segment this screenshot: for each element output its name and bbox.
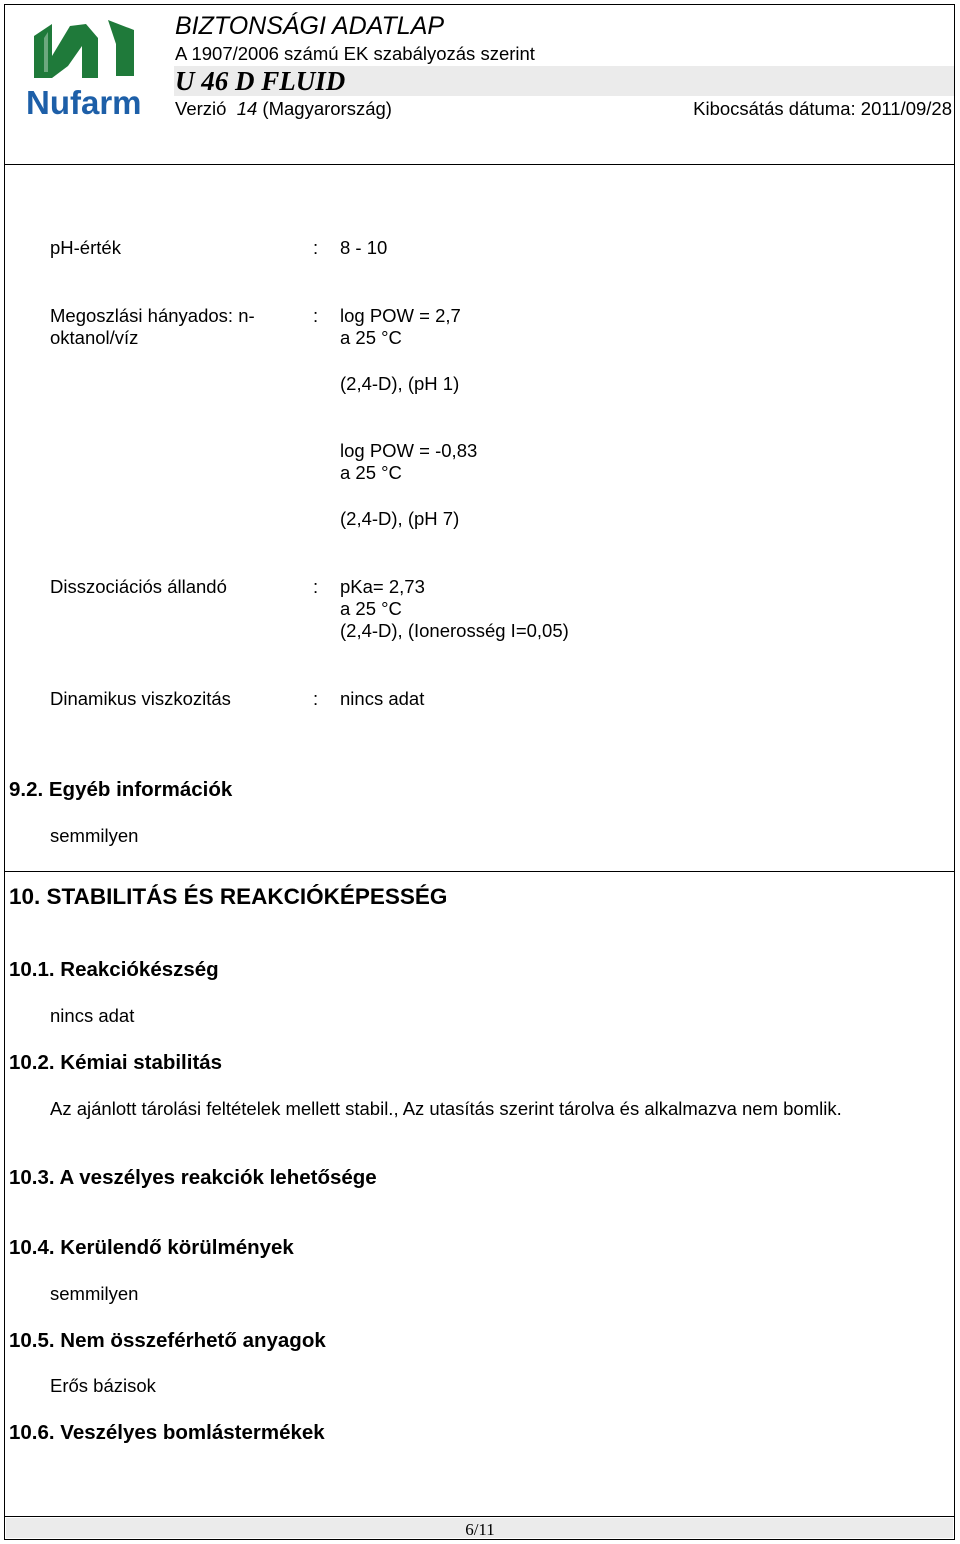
ph-label: pH-érték [50, 237, 121, 258]
regulation-subtitle: A 1907/2006 számú EK szabályozás szerint [175, 43, 535, 64]
dissociation-colon: : [313, 576, 319, 597]
section-10-2-text: Az ajánlott tárolási feltételek mellett stabil., Az utasítás szerint tárolva és alkalmazva nem bomlik. [50, 1098, 842, 1119]
partition-label-line2: oktanol/víz [50, 327, 139, 348]
version-info: Verzió 14 (Magyarország) [175, 98, 392, 119]
partition-value: (2,4-D), (pH 1) [340, 373, 460, 394]
dissociation-value: a 25 °C [340, 598, 402, 619]
viscosity-label: Dinamikus viszkozitás [50, 688, 231, 709]
page-number: 6/11 [465, 1520, 495, 1539]
section-10-4-heading: 10.4. Kerülendő körülmények [9, 1236, 294, 1259]
footer-divider [4, 1516, 955, 1517]
nufarm-logo [24, 16, 148, 120]
viscosity-value: nincs adat [340, 688, 425, 709]
partition-value: log POW = 2,7 [340, 305, 461, 326]
section-9-2-text: semmilyen [50, 825, 139, 846]
section-10-heading: 10. STABILITÁS ÉS REAKCIÓKÉPESSÉG [9, 884, 448, 909]
dissociation-value: (2,4-D), (Ionerosség I=0,05) [340, 620, 569, 641]
section-10-5-heading: 10.5. Nem összeférhető anyagok [9, 1329, 326, 1352]
dissociation-value: pKa= 2,73 [340, 576, 425, 597]
viscosity-colon: : [313, 688, 319, 709]
partition-value: a 25 °C [340, 462, 402, 483]
document-title: BIZTONSÁGI ADATLAP [175, 12, 445, 40]
section-10-2-heading: 10.2. Kémiai stabilitás [9, 1051, 223, 1074]
section-10-1-heading: 10.1. Reakciókészség [9, 958, 219, 981]
partition-value: log POW = -0,83 [340, 440, 478, 461]
section-10-4-text: semmilyen [50, 1283, 139, 1304]
partition-value: (2,4-D), (pH 7) [340, 508, 460, 529]
product-name: U 46 D FLUID [175, 66, 346, 96]
header-divider [4, 164, 955, 165]
partition-colon: : [313, 305, 319, 326]
section-10-5-text: Erős bázisok [50, 1375, 156, 1396]
dissociation-label: Disszociációs állandó [50, 576, 227, 597]
partition-value: a 25 °C [340, 327, 402, 348]
partition-label-line1: Megoszlási hányados: n- [50, 305, 255, 326]
section-9-2-heading: 9.2. Egyéb információk [9, 778, 233, 801]
svg-text:Nufarm: Nufarm [26, 84, 142, 120]
section-10-1-text: nincs adat [50, 1005, 135, 1026]
ph-colon: : [313, 237, 319, 258]
section-10-3-heading: 10.3. A veszélyes reakciók lehetősége [9, 1166, 377, 1189]
ph-value: 8 - 10 [340, 237, 388, 258]
section-10-6-heading: 10.6. Veszélyes bomlástermékek [9, 1421, 325, 1444]
page-frame [4, 4, 955, 1540]
section-divider [4, 871, 955, 872]
issue-date: Kibocsátás dátuma: 2011/09/28 [693, 98, 952, 119]
